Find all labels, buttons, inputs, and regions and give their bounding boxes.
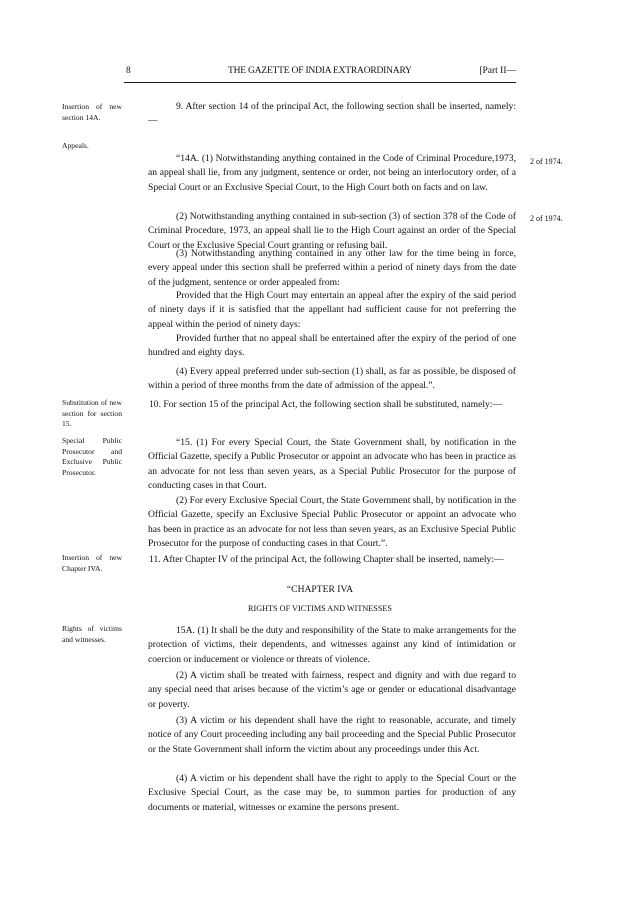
page-number: 8 [126, 66, 131, 76]
header-rule [124, 82, 516, 83]
margin-note: Appeals. [62, 141, 89, 150]
margin-note: Insertion of new Chapter IVA. [62, 553, 122, 573]
section-15-1: “15. (1) For every Special Court, the State Government shall, by notification in the Official Gazette, specify a Public Prosecutor or appoint an advocate who has been in practice as an advocate for not less than seven years, as a Special Public Prosecutor for the purpose of conducting cases in that Court. [148, 437, 516, 492]
proviso-2: Provided further that no appeal shall be entertained after the expiry of the period of one hundred and eighty days. [148, 333, 516, 359]
section-14a-2: (2) Notwithstanding anything contained in sub-section (3) of section 378 of the Code of Criminal Procedure, 1973, an appeal shall lie to the High Court against an order of the Special Court or the Exclusive Special Court granting or refusing bail. [148, 211, 516, 251]
margin-note: Substitution of new section for section 15. [62, 398, 122, 428]
margin-note: Rights of victims and witnesses. [62, 624, 122, 644]
part-label: [Part II— [479, 66, 516, 76]
chapter-heading: “CHAPTER IVA [286, 584, 354, 595]
section-15a-2: (2) A victim shall be treated with fairness, respect and dignity and with due regard to any special need that arises because of the victim’s age or gender or educational disadvantage or poverty. [148, 670, 516, 710]
proviso-1: Provided that the High Court may entertain an appeal after the expiry of the said period of ninety days if it is satisfied that the appellant had sufficient cause for not preferring the appeal within the period of ninety days: [148, 290, 516, 330]
section-14a-3: (3) Notwithstanding anything contained in any other law for the time being in force, every appeal under this section shall be preferred within a period of ninety days from the date of the judgment, sentence or order appealed from: [148, 248, 516, 288]
section-11: 11. After Chapter IV of the principal Act, the following Chapter shall be inserted, namely:— [149, 554, 504, 565]
margin-note: Special Public Prosecutor and Exclusive Public Prosecutor. [62, 436, 122, 477]
margin-note: Insertion of new section 14A. [62, 102, 122, 122]
right-note: 2 of 1974. [530, 157, 563, 166]
section-9: 9. After section 14 of the principal Act, the following section shall be inserted, namely:— [148, 101, 516, 127]
section-15a-3: (3) A victim or his dependent shall have the right to reasonable, accurate, and timely notice of any Court proceeding including any bail proceeding and the Special Public Prosecutor or the State Government shall inform the victim about any proceedings under this Act. [148, 715, 516, 755]
gazette-title: THE GAZETTE OF INDIA EXTRAORDINARY [228, 66, 412, 76]
section-14a-1: “14A. (1) Notwithstanding anything contained in the Code of Criminal Procedure,1973, an appeal shall lie, from any judgment, sentence or order, not being an interlocutory order, of a Special Court or an Exclusive Special Court, to the High Court both on facts and on law. [148, 153, 516, 193]
section-15a-1: 15A. (1) It shall be the duty and responsibility of the State to make arrangements for the protection of victims, their dependents, and witnesses against any kind of intimidation or coercion or inducement or violence or threats of violence. [148, 625, 516, 665]
chapter-title: RIGHTS OF VICTIMS AND WITNESSES [248, 604, 392, 613]
section-15-2: (2) For every Exclusive Special Court, the State Government shall, by notification in the Official Gazette, specify an Exclusive Special Public Prosecutor or appoint an advocate who has been in practice as an advocate for not less than seven years, as an Exclusive Special Public Prosecutor for the purpose of conducting cases in that Court.”. [148, 495, 516, 550]
section-15a-4: (4) A victim or his dependent shall have the right to apply to the Special Court or the Exclusive Special Court, as the case may be, to summon parties for production of any documents or material, witnesses or examine the persons present. [148, 773, 516, 813]
right-note: 2 of 1974. [530, 214, 563, 223]
section-10: 10. For section 15 of the principal Act, the following section shall be substituted, namely:— [149, 399, 503, 410]
page-header [124, 66, 516, 80]
section-14a-4: (4) Every appeal preferred under sub-section (1) shall, as far as possible, be disposed of within a period of three months from the date of admission of the appeal.”. [148, 366, 516, 392]
